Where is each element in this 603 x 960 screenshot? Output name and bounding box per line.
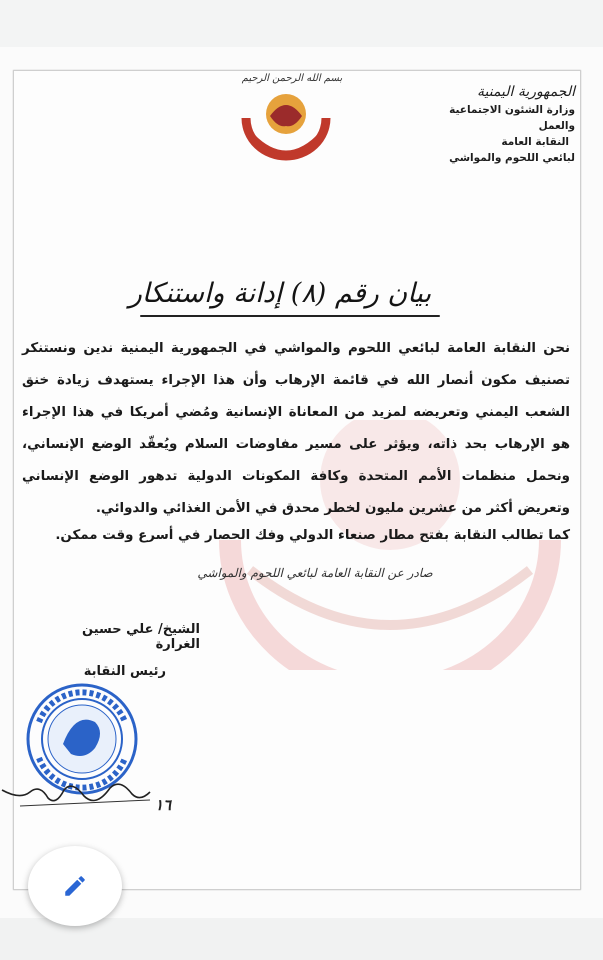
body-paragraph: نحن النقابة العامة لبائعي اللحوم والمواشي في الجمهورية اليمنية ندين ونستنكر تصنيف مكون أنصار الله في قائمة الإرهاب وأن هذا الإجراء يستهدف زيادة خنق الشعب اليمني وتعريضه لمزيد من المعاناة الإنسانية ومُضي أمريكا في هذا الإجراء هو الإرهاب بحد ذاته، ويؤثر على مسير مفاوضات السلام ويُعقّد الوضع الإنساني، ونحمل منظمات الأمم المتحدة وكافة المكونات الدولية تدهور الوضع الإنساني وتعريض أكثر من عشرين مليون لخطر محدق في الأمن الغذائي والدوائي. — [22, 341, 570, 516]
union-logo — [240, 88, 332, 162]
signatory-name: الشيخ/ علي حسين الغرارة — [82, 622, 200, 652]
basmala: بسم الله الرحمن الرحيم — [241, 73, 343, 84]
edit-button[interactable] — [28, 846, 122, 926]
republic-name: الجمهورية اليمنية — [476, 84, 575, 100]
ministry-name: وزارة الشئون الاجتماعية والعمل — [449, 104, 575, 132]
title-underline — [140, 315, 440, 317]
statement-title: بيان رقم (٨) إدانة واستنكار — [128, 278, 432, 309]
statement-body — [22, 333, 570, 549]
issued-by-line: صادر عن النقابة العامة لبائعي اللحوم والمواشي — [197, 566, 433, 580]
body-paragraph: كما تطالب النقابة بفتح مطار صنعاء الدولي وفك الحصار في أسرع وقت ممكن. — [55, 528, 570, 543]
union-name: النقابة العامة — [501, 136, 569, 148]
letterhead — [415, 82, 575, 166]
bottom-bar — [0, 918, 603, 960]
top-bar — [0, 0, 603, 47]
handwritten-number: ١٦ — [155, 796, 172, 814]
pencil-icon — [62, 873, 88, 899]
signatory-role: رئيس النقابة — [83, 664, 166, 679]
union-full-name: لبائعي اللحوم والمواشي — [449, 152, 575, 164]
handwritten-signature — [0, 770, 160, 820]
